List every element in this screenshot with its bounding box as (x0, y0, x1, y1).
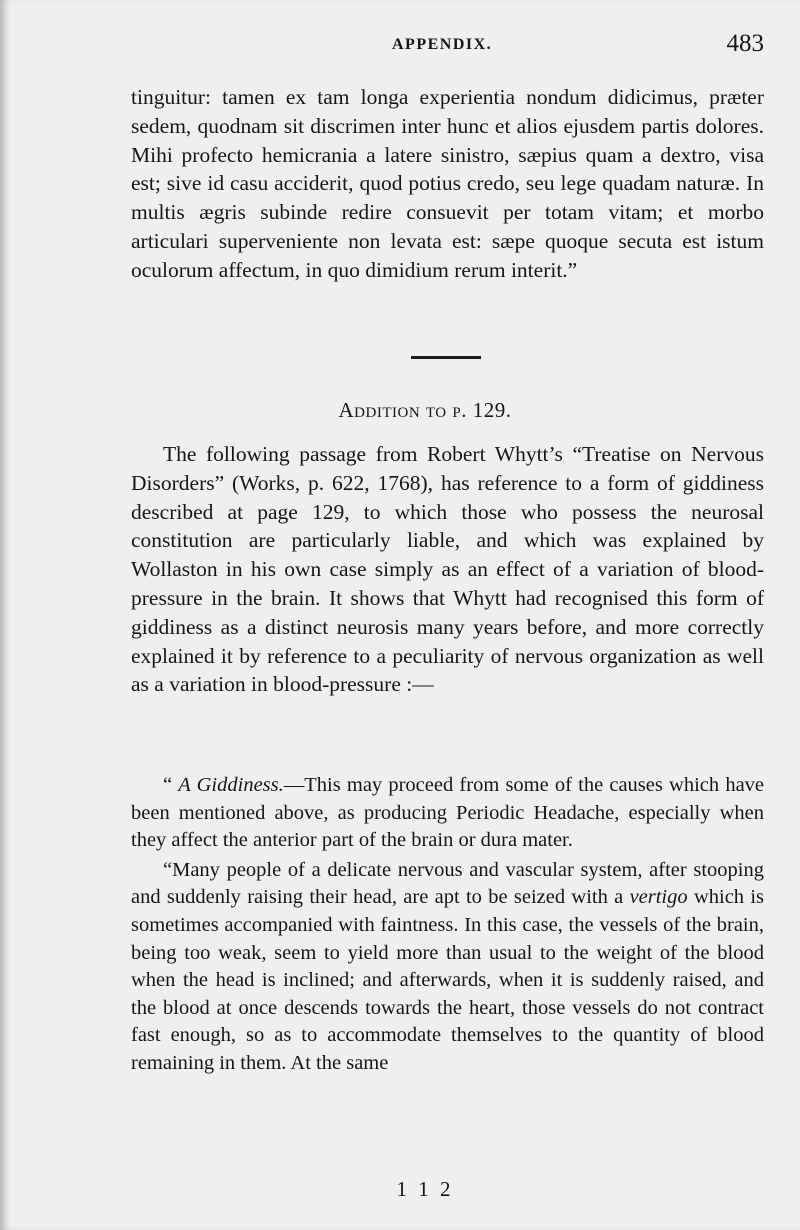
whytt-quotation (131, 772, 764, 1078)
latin-paragraph: tinguitur: tamen ex tam longa experientia nondum didicimus, præter sedem, quodnam sit discrimen inter hunc et alios ejusdem partis dolores. Mihi profecto hemicrania a latere sinistro, sæpius quam a dextro, visa est; sive id casu acciderit, quod potius credo, seu lege quadam naturæ. In multis ægris subinde redire consuevit per totam vitam; et morbo articulari superveniente non levata est: sæpe quoque secuta est istum oculorum affectum, in quo dimidium rerum interit.” (131, 85, 764, 282)
signature-mark: 1 1 2 (396, 1177, 454, 1201)
running-title: APPENDIX. (392, 36, 493, 53)
quote-paragraph-1 (131, 772, 764, 855)
quote-paragraph-2 (131, 857, 764, 1078)
page-number: 483 (726, 30, 764, 57)
quote-term-giddiness: A Giddiness. (178, 774, 284, 796)
quote-term-vertigo: vertigo (629, 886, 688, 909)
quote-paragraph-2-text: which is sometimes accompanied with faintness. In this case, the vessels of the brain, being too weak, seem to yield more than usual to the weight of the blood when the head is inclined; and afterwards, when it is suddenly raised, and the blood at once descends towards the heart, those vessels do not contract fast enough, so as to accommodate themselves to the quantity of blood remaining in them. At the same (131, 886, 765, 1074)
quote-paragraph-2-start: “Many people of a delicate nervous and vascular system, after stooping and suddenly raising their head, are apt to be seized with a (131, 858, 764, 909)
running-head (0, 30, 800, 64)
section-body (131, 440, 764, 699)
quote-open-mark: “ (163, 774, 173, 796)
section-heading: Addition to p. 129. (338, 398, 512, 422)
section-divider (411, 356, 481, 359)
quote-paragraph-1-text: —This may proceed from some of the causes which have been mentioned above, as producing Periodic Headache, especially when they affect the anterior part of the brain or dura mater. (131, 774, 765, 852)
intro-paragraph: The following passage from Robert Whytt’s “Treatise on Nervous Disorders” (Works, p. 622, 1768), has reference to a form of giddiness described at page 129, to which those who possess the neurosal constitution are particularly liable, and which was explained by Wollaston in his own case simply as an effect of a variation of blood-pressure in the brain. It shows that Whytt had recognised this form of giddiness as a distinct neurosis many years before, and more correctly explained it by reference to a peculiarity of nervous organization as well as a variation in blood-pressure :— (131, 442, 764, 697)
latin-quotation-continuation (131, 83, 764, 285)
